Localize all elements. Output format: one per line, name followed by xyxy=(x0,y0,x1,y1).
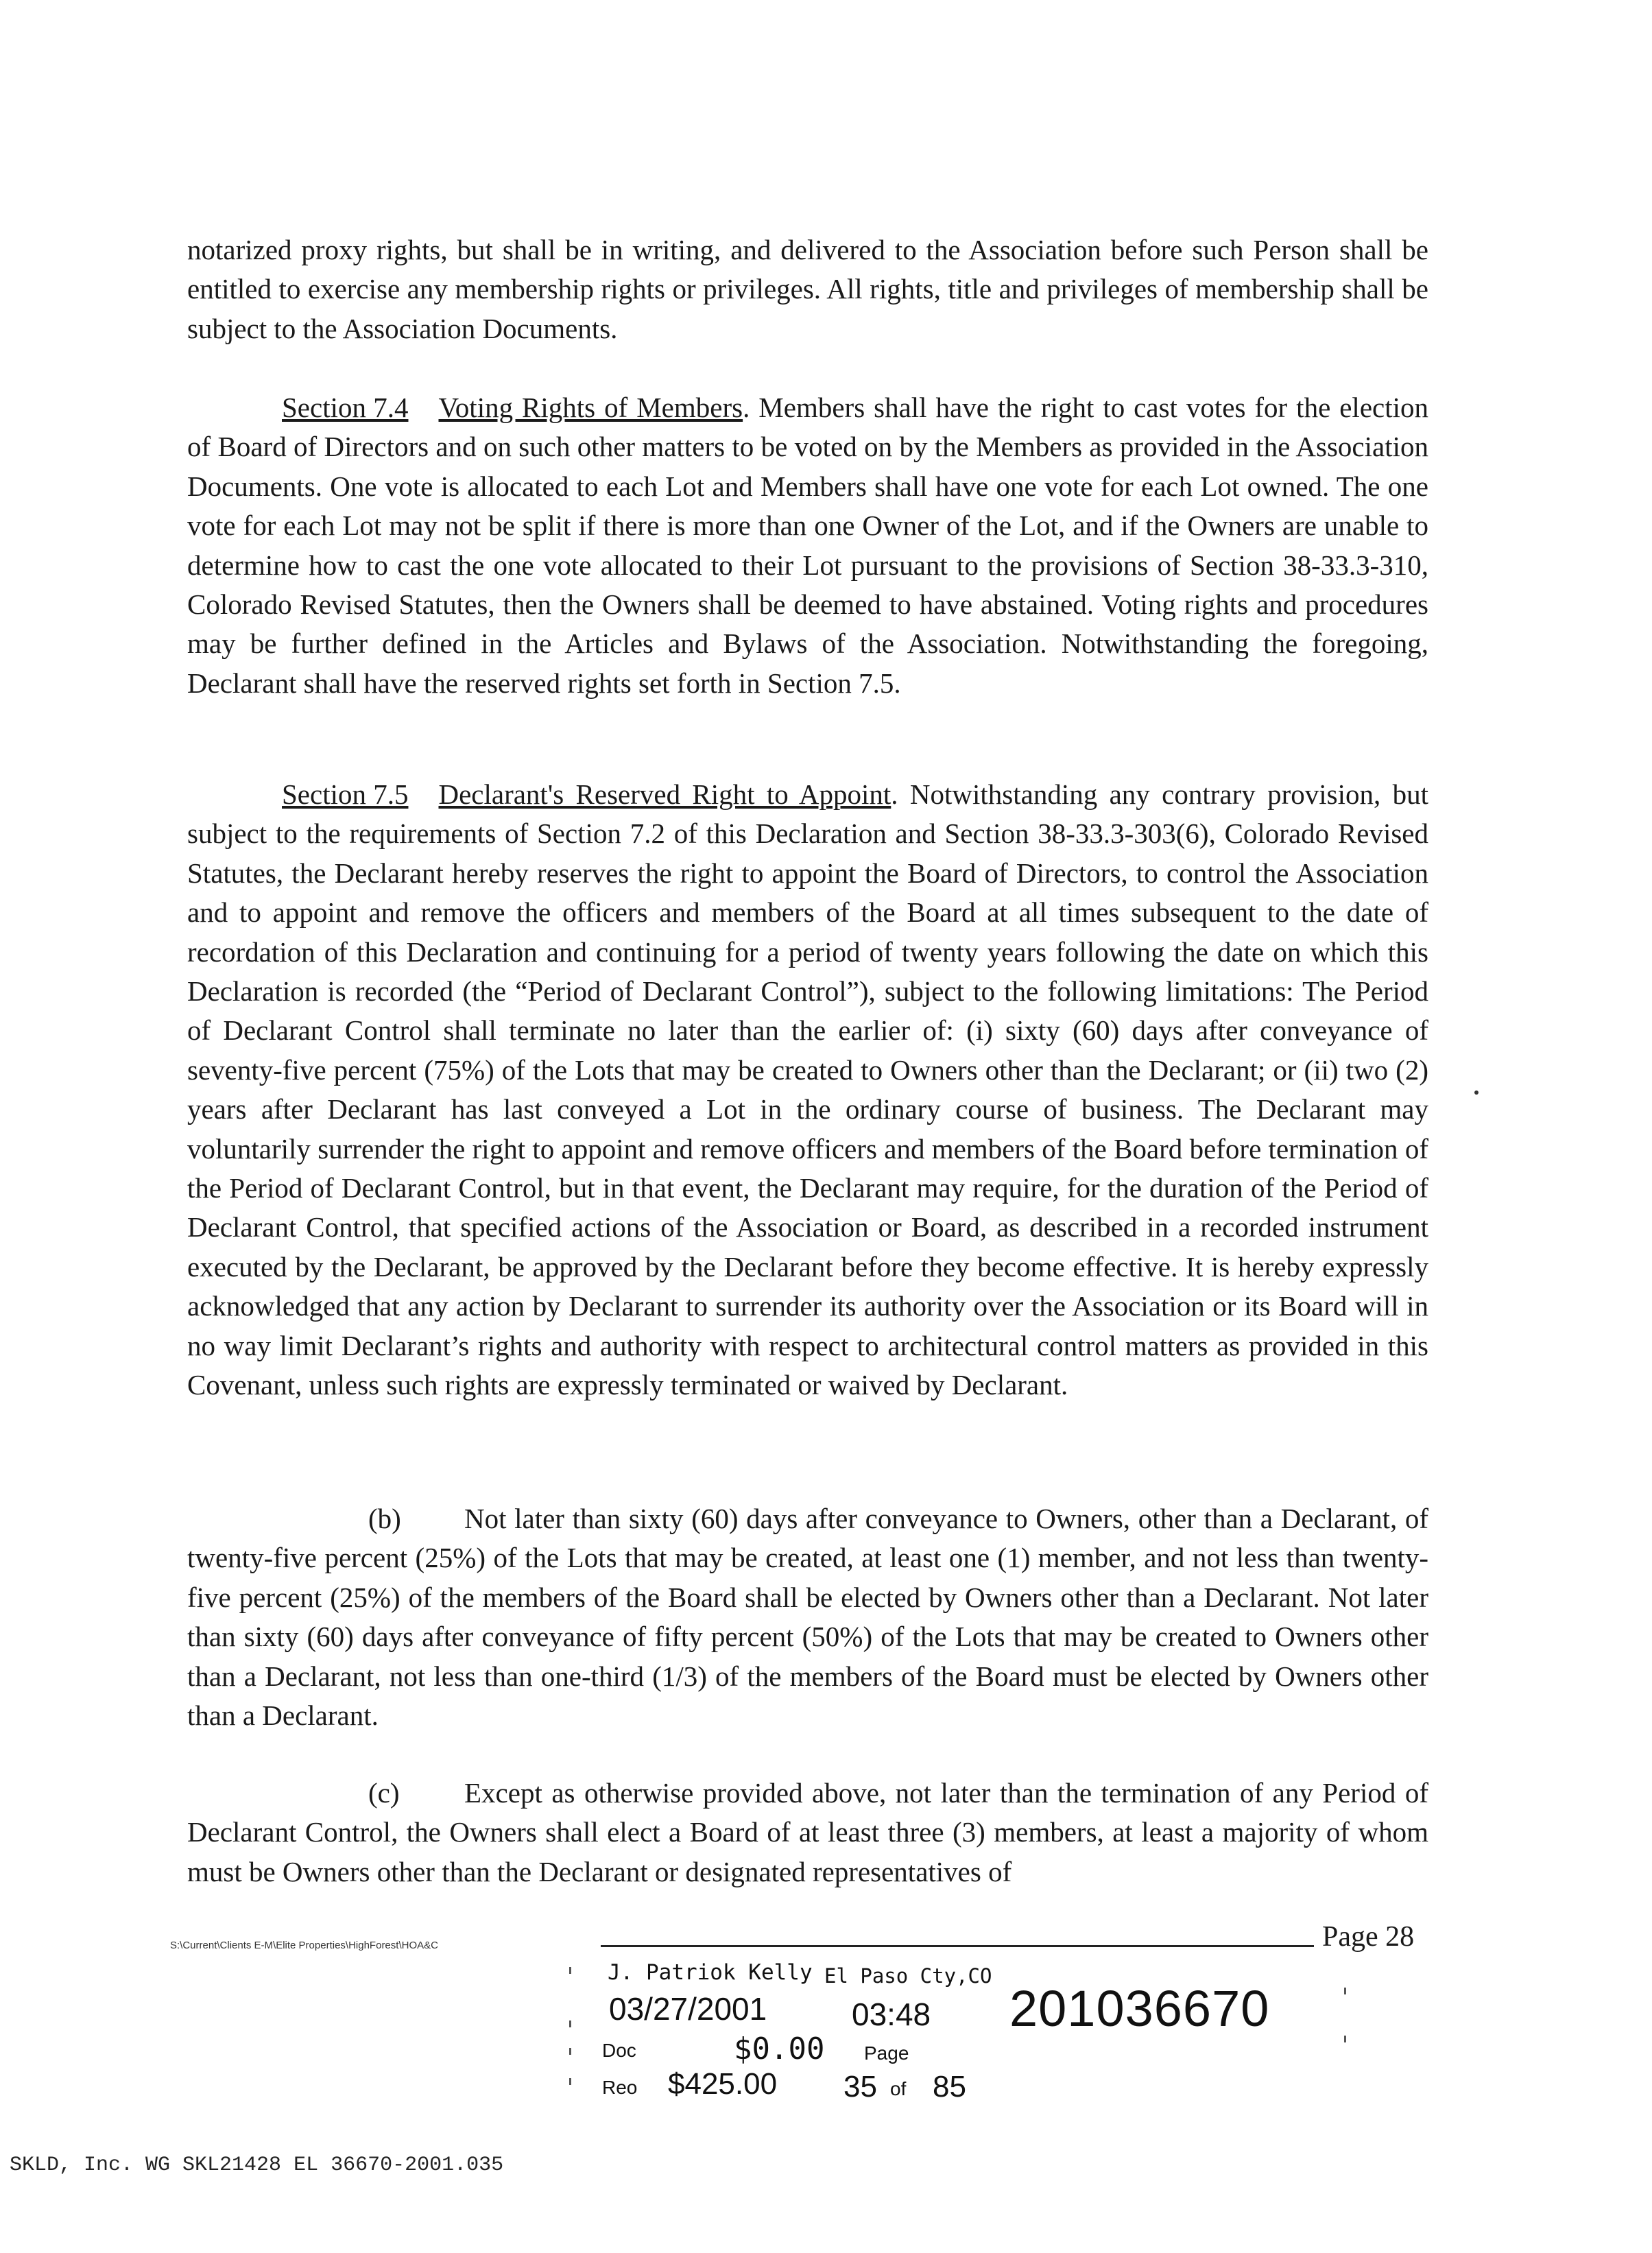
footer-rule xyxy=(601,1945,1314,1947)
paragraph-section-7-4 xyxy=(187,388,1428,703)
stamp-reception-number: 201036670 xyxy=(1009,1980,1270,2037)
scan-speck xyxy=(1474,1090,1479,1095)
stamp-time: 03:48 xyxy=(852,1996,931,2032)
stamp-page-num: 35 xyxy=(843,2070,877,2103)
stamp-recorder: J. Patriok Kelly xyxy=(608,1960,813,1985)
stamp-page-total: 85 xyxy=(933,2070,966,2103)
recording-stamp xyxy=(562,1960,1372,2103)
stamp-page-label: Page xyxy=(864,2042,909,2064)
sub-c-label: (c) xyxy=(368,1777,400,1809)
footer-file-path: S:\Current\Clients E-M\Elite Properties\HighForest\HOA&C xyxy=(170,1940,438,1951)
paragraph-continuation xyxy=(187,230,1428,348)
sub-b-text: Not later than sixty (60) days after conveyance to Owners, other than a Declarant, of twenty-five percent (25%) of the Lots that may be created, at least one (1) member, and not less than twenty-five percent (25%) of the members of the Board shall be elected by Owners other than a Declarant. Not later than sixty (60) days after conveyance of fifty percent (50%) of the Lots that may be created to Owners other than a Declarant, not less than one-third (1/3) of the members of the Board must be elected by Owners other than a Declarant. xyxy=(187,1503,1428,1732)
stamp-tick xyxy=(1344,1988,1346,1994)
section-7-5-number: Section 7.5 xyxy=(282,778,409,810)
sub-c-text: Except as otherwise provided above, not later than the termination of any Period of Declarant Control, the Owners shall elect a Board of at least three (3) members, at least a majority of whom must be Owners other than the Declarant or designated representatives of xyxy=(187,1777,1428,1887)
stamp-tick xyxy=(569,1967,571,1974)
sub-b-label: (b) xyxy=(368,1503,401,1534)
stamp-doc-label: Doc xyxy=(602,2040,636,2061)
paragraph-section-7-5 xyxy=(187,775,1428,1405)
stamp-rec-label: Reo xyxy=(602,2077,638,2098)
scan-code: SKLD, Inc. WG SKL21428 EL 36670-2001.035 xyxy=(10,2154,504,2177)
continuation-text: notarized proxy rights, but shall be in writing, and delivered to the Association before such Person shall be entitled to exercise any membership rights or privileges. All rights, title and privileges of membership shall be subject to the Association Documents. xyxy=(187,234,1428,344)
footer-page-label: Page 28 xyxy=(1322,1921,1415,1953)
stamp-of-label: of xyxy=(890,2078,907,2099)
stamp-doc-fee: $0.00 xyxy=(734,2031,825,2066)
paragraph-sub-c xyxy=(187,1774,1428,1892)
stamp-rec-fee: $425.00 xyxy=(668,2067,778,2101)
stamp-tick xyxy=(569,2020,571,2027)
section-7-4-text: . Members shall have the right to cast votes for the election of Board of Directors and on such other matters to be voted on by the Members as provided in the Association Documents. One vote is allocated to each Lot and Members shall have one vote for each Lot owned. The one vote for each Lot may not be split if there is more than one Owner of the Lot, and if the Owners are unable to determine how to cast the one vote allocated to their Lot pursuant to the provisions of Section 38-33.3-310, Colorado Revised Statutes, then the Owners shall be deemed to have abstained. Voting rights and procedures may be further defined in the Articles and Bylaws of the Association. Notwithstanding the foregoing, Declarant shall have the reserved rights set forth in Section 7.5. xyxy=(187,392,1428,699)
stamp-county: El Paso Cty,CO xyxy=(824,1964,992,1988)
stamp-tick xyxy=(569,2078,571,2085)
section-7-4-number: Section 7.4 xyxy=(282,392,409,423)
paragraph-sub-b xyxy=(187,1499,1428,1735)
section-7-5-text: . Notwithstanding any contrary provision, but subject to the requirements of Section 7.2 of this Declaration and Section 38-33.3-303(6), Colorado Revised Statutes, the Declarant hereby reserves the right to appoint the Board of Directors, to control the Association and to appoint and remove the officers and members of the Board at all times subsequent to the date of recordation of this Declaration and continuing for a period of twenty years following the date on which this Declaration is recorded (the “Period of Declarant Control”), subject to the following limitations: The Period of Declarant Control shall terminate no later than the earlier of: (i) sixty (60) days after conveyance of seventy-five percent (75%) of the Lots that may be created to Owners other than the Declarant; or (ii) two (2) years after Declarant has last conveyed a Lot in the ordinary course of business. The Declarant may voluntarily surrender the right to appoint and remove officers and members of the Board before termination of the Period of Declarant Control, but in that event, the Declarant may require, for the duration of the Period of Declarant Control, that specified actions of the Association or Board, as described in a recorded instrument executed by the Declarant, be approved by the Declarant before they become effective. It is hereby expressly acknowledged that any action by Declarant to surrender its authority over the Association or its Board will in no way limit Declarant’s rights and authority with respect to architectural control matters as provided in this Covenant, unless such rights are expressly terminated or waived by Declarant. xyxy=(187,778,1428,1401)
stamp-date: 03/27/2001 xyxy=(609,1991,767,2027)
stamp-tick xyxy=(1344,2036,1346,2042)
section-7-4-title: Voting Rights of Members xyxy=(438,392,743,423)
stamp-tick xyxy=(569,2048,571,2055)
section-7-5-title: Declarant's Reserved Right to Appoint xyxy=(438,778,891,810)
